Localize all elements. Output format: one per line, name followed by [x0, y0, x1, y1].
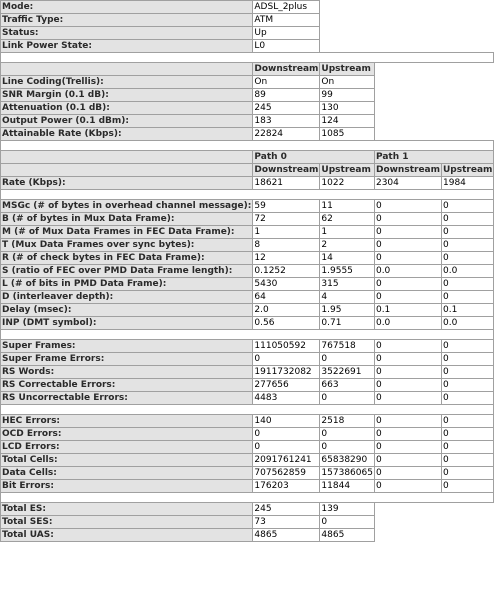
- path-stat-row: [1, 317, 494, 330]
- row-label: Data Cells:: [1, 467, 253, 480]
- row-value: 245: [253, 102, 320, 115]
- row-value: 12: [253, 252, 320, 265]
- row-label: M (# of Mux Data Frames in FEC Data Frame):: [1, 226, 253, 239]
- line-stat-row: [1, 76, 494, 89]
- row-value: 139: [320, 503, 375, 516]
- general-row: [1, 1, 494, 14]
- row-value: 0: [253, 353, 320, 366]
- row-value: 1984: [442, 177, 494, 190]
- row-value: 0: [442, 379, 494, 392]
- row-value: 176203: [253, 480, 320, 493]
- row-value: 62: [320, 213, 375, 226]
- path-stat-row: [1, 278, 494, 291]
- row-value: On: [320, 76, 375, 89]
- row-value: On: [253, 76, 320, 89]
- row-label: RS Correctable Errors:: [1, 379, 253, 392]
- row-value: 89: [253, 89, 320, 102]
- row-label: RS Words:: [1, 366, 253, 379]
- row-label: B (# of bytes in Mux Data Frame):: [1, 213, 253, 226]
- row-value: 0: [374, 291, 441, 304]
- row-value: 72: [253, 213, 320, 226]
- row-value: 0: [442, 366, 494, 379]
- row-label: Line Coding(Trellis):: [1, 76, 253, 89]
- cell-stat-row: [1, 454, 494, 467]
- line-stat-row: [1, 102, 494, 115]
- row-value: 124: [320, 115, 375, 128]
- path-stat-row: [1, 200, 494, 213]
- row-value: 0: [442, 441, 494, 454]
- frame-stat-row: [1, 366, 494, 379]
- row-value: 663: [320, 379, 375, 392]
- row-label: Total ES:: [1, 503, 253, 516]
- row-label: SNR Margin (0.1 dB):: [1, 89, 253, 102]
- row-value: 0: [374, 428, 441, 441]
- spacer-row: [1, 405, 494, 415]
- row-value: 0.0: [442, 265, 494, 278]
- cell-stat-row: [1, 480, 494, 493]
- row-label: Rate (Kbps):: [1, 177, 253, 190]
- general-row: [1, 27, 494, 40]
- row-value: 0: [442, 226, 494, 239]
- path-0-header: Path 0: [253, 151, 375, 164]
- row-value: 4483: [253, 392, 320, 405]
- row-label: Delay (msec):: [1, 304, 253, 317]
- row-value: 0: [374, 239, 441, 252]
- row-value: 64: [253, 291, 320, 304]
- row-value: 0: [442, 340, 494, 353]
- row-value: 315: [320, 278, 375, 291]
- header-spacer: [1, 151, 253, 164]
- row-value: 8: [253, 239, 320, 252]
- line-stat-row: [1, 128, 494, 141]
- row-value: ADSL_2plus: [253, 1, 320, 14]
- row-value: 183: [253, 115, 320, 128]
- rate-row: [1, 177, 494, 190]
- row-value: 0: [320, 353, 375, 366]
- cell-stat-row: [1, 415, 494, 428]
- row-value: 0: [442, 200, 494, 213]
- row-value: 0: [320, 392, 375, 405]
- row-value: 111050592: [253, 340, 320, 353]
- path-stat-row: [1, 304, 494, 317]
- row-value: 0: [442, 467, 494, 480]
- row-value: 0.71: [320, 317, 375, 330]
- row-value: 0.1: [374, 304, 441, 317]
- row-value: 0: [442, 415, 494, 428]
- row-value: 0: [374, 392, 441, 405]
- row-label: Attenuation (0.1 dB):: [1, 102, 253, 115]
- row-value: 0: [374, 226, 441, 239]
- row-value: 0: [320, 428, 375, 441]
- row-value: 0.0: [374, 317, 441, 330]
- row-value: 1: [253, 226, 320, 239]
- row-label: L (# of bits in PMD Data Frame):: [1, 278, 253, 291]
- frame-stat-row: [1, 353, 494, 366]
- row-value: 73: [253, 516, 320, 529]
- row-value: 14: [320, 252, 375, 265]
- general-row: [1, 40, 494, 53]
- row-value: 0: [442, 239, 494, 252]
- total-row: [1, 503, 494, 516]
- row-value: 11: [320, 200, 375, 213]
- row-value: 0: [442, 353, 494, 366]
- row-value: 1022: [320, 177, 375, 190]
- line-stat-row: [1, 89, 494, 102]
- column-header: Downstream: [254, 165, 319, 175]
- row-value: 0: [374, 252, 441, 265]
- total-row: [1, 529, 494, 542]
- row-value: 0: [374, 200, 441, 213]
- row-value: 0.0: [442, 317, 494, 330]
- row-value: 0: [374, 415, 441, 428]
- path-stat-row: [1, 226, 494, 239]
- row-value: 707562859: [253, 467, 320, 480]
- row-value: 0.0: [374, 265, 441, 278]
- spacer-row: [1, 141, 494, 151]
- row-value: 0: [442, 213, 494, 226]
- row-value: 0: [374, 441, 441, 454]
- row-value: 0.56: [253, 317, 320, 330]
- row-label: Total UAS:: [1, 529, 253, 542]
- row-value: 245: [253, 503, 320, 516]
- spacer-row: [1, 493, 494, 503]
- row-value: 0: [374, 467, 441, 480]
- row-value: 130: [320, 102, 375, 115]
- row-value: 2: [320, 239, 375, 252]
- row-label: D (interleaver depth):: [1, 291, 253, 304]
- line-header-row: [1, 63, 494, 76]
- row-label: T (Mux Data Frames over sync bytes):: [1, 239, 253, 252]
- row-label: INP (DMT symbol):: [1, 317, 253, 330]
- frame-stat-row: [1, 379, 494, 392]
- path-1-header: Path 1: [374, 151, 493, 164]
- row-value: 18621: [253, 177, 320, 190]
- row-value: 2.0: [253, 304, 320, 317]
- row-value: 767518: [320, 340, 375, 353]
- column-header: Downstream: [375, 165, 440, 175]
- path-stat-row: [1, 252, 494, 265]
- row-value: 22824: [253, 128, 320, 141]
- row-value: 0: [442, 278, 494, 291]
- row-label: OCD Errors:: [1, 428, 253, 441]
- row-label: Output Power (0.1 dBm):: [1, 115, 253, 128]
- row-value: 59: [253, 200, 320, 213]
- row-value: 0: [374, 454, 441, 467]
- column-header-downstream: Downstream: [254, 64, 319, 74]
- row-value: 0: [442, 252, 494, 265]
- row-value: 277656: [253, 379, 320, 392]
- row-value: 4865: [320, 529, 375, 542]
- row-value: 0: [320, 516, 375, 529]
- row-label: Status:: [1, 27, 253, 40]
- row-label: Link Power State:: [1, 40, 253, 53]
- row-value: 0: [442, 480, 494, 493]
- row-value: L0: [253, 40, 320, 53]
- row-label: Traffic Type:: [1, 14, 253, 27]
- cell-stat-row: [1, 467, 494, 480]
- row-value: 0: [442, 291, 494, 304]
- row-value: 0: [320, 441, 375, 454]
- row-label: RS Uncorrectable Errors:: [1, 392, 253, 405]
- row-value: 140: [253, 415, 320, 428]
- row-label: Attainable Rate (Kbps):: [1, 128, 253, 141]
- row-value: 99: [320, 89, 375, 102]
- row-value: 1911732082: [253, 366, 320, 379]
- row-value: 0: [253, 441, 320, 454]
- path-stat-row: [1, 213, 494, 226]
- row-label: LCD Errors:: [1, 441, 253, 454]
- row-label: Super Frame Errors:: [1, 353, 253, 366]
- path-header-row: [1, 151, 494, 164]
- row-value: ATM: [253, 14, 320, 27]
- row-label: HEC Errors:: [1, 415, 253, 428]
- spacer-row: [1, 53, 494, 63]
- row-value: 65838290: [320, 454, 375, 467]
- cell-stat-row: [1, 428, 494, 441]
- cell-stat-row: [1, 441, 494, 454]
- row-value: 5430: [253, 278, 320, 291]
- row-value: 0: [442, 392, 494, 405]
- row-label: Mode:: [1, 1, 253, 14]
- row-label: MSGc (# of bytes in overhead channel message):: [2, 201, 252, 211]
- frame-stat-row: [1, 392, 494, 405]
- row-label: R (# of check bytes in FEC Data Frame):: [1, 252, 253, 265]
- header-spacer: [1, 164, 253, 177]
- row-value: 11844: [320, 480, 375, 493]
- direction-header-row: [1, 164, 494, 177]
- row-value: 2518: [320, 415, 375, 428]
- row-value: 0.1: [442, 304, 494, 317]
- row-value: 4865: [253, 529, 320, 542]
- row-label: Bit Errors:: [1, 480, 253, 493]
- row-value: 0: [374, 278, 441, 291]
- row-label: S (ratio of FEC over PMD Data Frame length):: [1, 265, 253, 278]
- spacer-row: [1, 190, 494, 200]
- row-value: 1085: [320, 128, 375, 141]
- stats-body: [1, 1, 494, 542]
- row-value: 1.95: [320, 304, 375, 317]
- row-value: 2091761241: [253, 454, 320, 467]
- row-value: 4: [320, 291, 375, 304]
- row-value: 0: [442, 428, 494, 441]
- total-row: [1, 516, 494, 529]
- row-value: 0: [374, 340, 441, 353]
- column-header-upstream: Upstream: [320, 63, 375, 76]
- row-label: Super Frames:: [1, 340, 253, 353]
- row-label: Total SES:: [1, 516, 253, 529]
- row-value: 0: [253, 428, 320, 441]
- row-value: 0.1252: [253, 265, 320, 278]
- frame-stat-row: [1, 340, 494, 353]
- path-stat-row: [1, 291, 494, 304]
- row-value: Up: [253, 27, 320, 40]
- row-value: 0: [442, 454, 494, 467]
- spacer-row: [1, 330, 494, 340]
- row-value: 1.9555: [320, 265, 375, 278]
- row-value: 0: [374, 480, 441, 493]
- row-value: 0: [374, 366, 441, 379]
- row-value: 3522691: [320, 366, 375, 379]
- row-value: 157386065: [321, 468, 373, 478]
- row-label: Total Cells:: [1, 454, 253, 467]
- row-value: 0: [374, 379, 441, 392]
- general-row: [1, 14, 494, 27]
- path-stat-row: [1, 265, 494, 278]
- row-value: 1: [320, 226, 375, 239]
- row-value: 0: [374, 213, 441, 226]
- path-stat-row: [1, 239, 494, 252]
- row-value: 0: [374, 353, 441, 366]
- line-stat-row: [1, 115, 494, 128]
- column-header: Upstream: [320, 164, 375, 177]
- row-value: 2304: [374, 177, 441, 190]
- column-header: Upstream: [443, 165, 493, 175]
